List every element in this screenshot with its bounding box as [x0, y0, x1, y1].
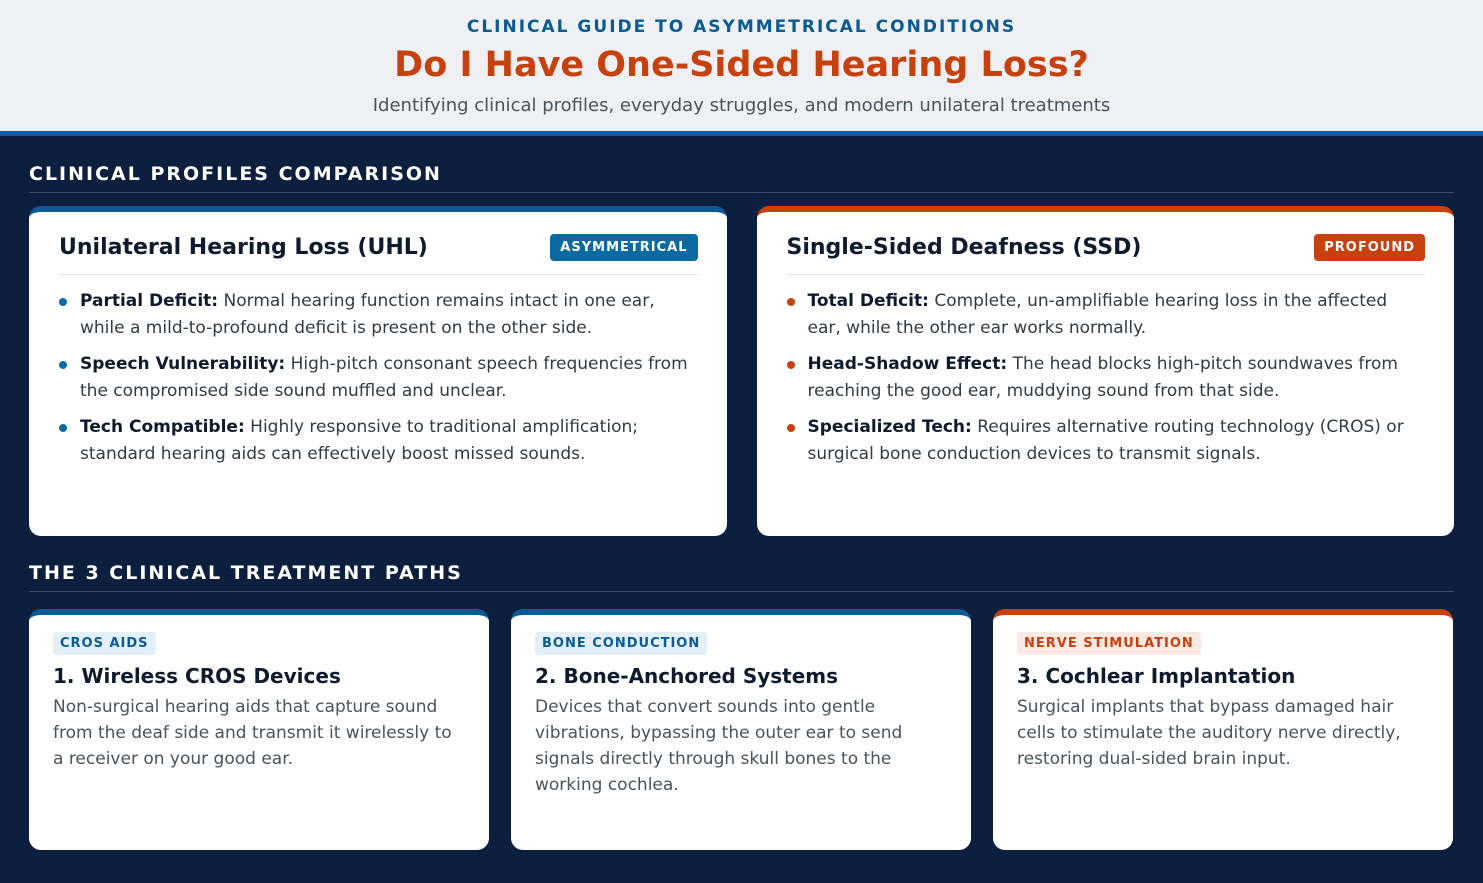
treatment-paths: [29, 609, 1454, 850]
list-item-term: Speech Vulnerability:: [80, 354, 286, 374]
profile-badge: ASYMMETRICAL: [550, 234, 697, 261]
treatment-tag: BONE CONDUCTION: [535, 632, 707, 655]
profile-card-header: [59, 234, 698, 275]
bullet-icon: [787, 424, 795, 432]
treatment-description: Surgical implants that bypass damaged hair cells to stimulate the auditory nerve directly, restoring dual-sided brain input.: [1017, 697, 1401, 769]
list-item-text: Normal hearing function remains intact in one ear, while a mild-to-profound deficit is present on the other side.: [80, 291, 655, 338]
list-item: [59, 351, 698, 405]
profile-badge: PROFOUND: [1314, 234, 1425, 261]
profile-card-title: Unilateral Hearing Loss (UHL): [59, 235, 428, 260]
list-item-text: The head blocks high-pitch soundwaves from reaching the good ear, muddying sound from that side.: [807, 354, 1398, 401]
list-item-term: Head-Shadow Effect:: [807, 354, 1008, 374]
treatment-title: 1. Wireless CROS Devices: [53, 664, 341, 688]
main-content: [0, 163, 1483, 850]
list-item: [787, 351, 1426, 405]
list-item: [59, 414, 698, 468]
header-eyebrow: CLINICAL GUIDE TO ASYMMETRICAL CONDITIONS: [466, 17, 1017, 37]
treatment-card-bone: [511, 609, 971, 850]
list-item-term: Partial Deficit:: [80, 291, 219, 311]
list-item-text: High-pitch consonant speech frequencies from the compromised side sound muffled and unclear.: [80, 354, 688, 401]
list-item: [59, 288, 698, 342]
treatment-card-cochlear: [993, 609, 1453, 850]
profiles-heading: CLINICAL PROFILES COMPARISON: [29, 163, 1454, 193]
list-item: [787, 288, 1426, 342]
profile-list: [59, 288, 698, 468]
bullet-icon: [787, 298, 795, 306]
page-header: [0, 0, 1483, 136]
bullet-icon: [59, 361, 67, 369]
list-item-text: Requires alternative routing technology (CROS) or surgical bone conduction devices to transmit signals.: [807, 417, 1404, 464]
profile-card-header: [787, 234, 1426, 275]
list-item-text: Complete, un-amplifiable hearing loss in the affected ear, while the other ear works normally.: [807, 291, 1388, 338]
treatments-heading: THE 3 CLINICAL TREATMENT PATHS: [29, 562, 1454, 592]
treatment-title: 3. Cochlear Implantation: [1017, 664, 1296, 688]
page-title: Do I Have One-Sided Hearing Loss?: [394, 45, 1089, 85]
page-subtitle: Identifying clinical profiles, everyday struggles, and modern unilateral treatments: [372, 95, 1111, 116]
bullet-icon: [787, 361, 795, 369]
profile-card-title: Single-Sided Deafness (SSD): [786, 235, 1142, 260]
treatment-tag: NERVE STIMULATION: [1017, 632, 1201, 655]
list-item-text: Highly responsive to traditional amplification; standard hearing aids can effectively boost missed sounds.: [80, 417, 638, 464]
list-item-term: Tech Compatible:: [80, 417, 245, 437]
treatment-tag: CROS AIDS: [53, 632, 156, 655]
list-item-term: Specialized Tech:: [807, 417, 972, 437]
treatment-title: 2. Bone-Anchored Systems: [535, 664, 839, 688]
bullet-icon: [59, 298, 67, 306]
treatment-description: Devices that convert sounds into gentle vibrations, bypassing the outer ear to send signals directly through skull bones to the working cochlea.: [535, 697, 903, 795]
bullet-icon: [59, 424, 67, 432]
profile-list: [787, 288, 1426, 468]
treatment-card-cros: [29, 609, 489, 850]
profiles-comparison: [29, 206, 1454, 536]
profile-card-uhl: [29, 206, 727, 536]
treatment-description: Non-surgical hearing aids that capture sound from the deaf side and transmit it wirelessly to a receiver on your good ear.: [53, 697, 452, 769]
profile-card-ssd: [757, 206, 1455, 536]
list-item: [787, 414, 1426, 468]
list-item-term: Total Deficit:: [807, 291, 929, 311]
